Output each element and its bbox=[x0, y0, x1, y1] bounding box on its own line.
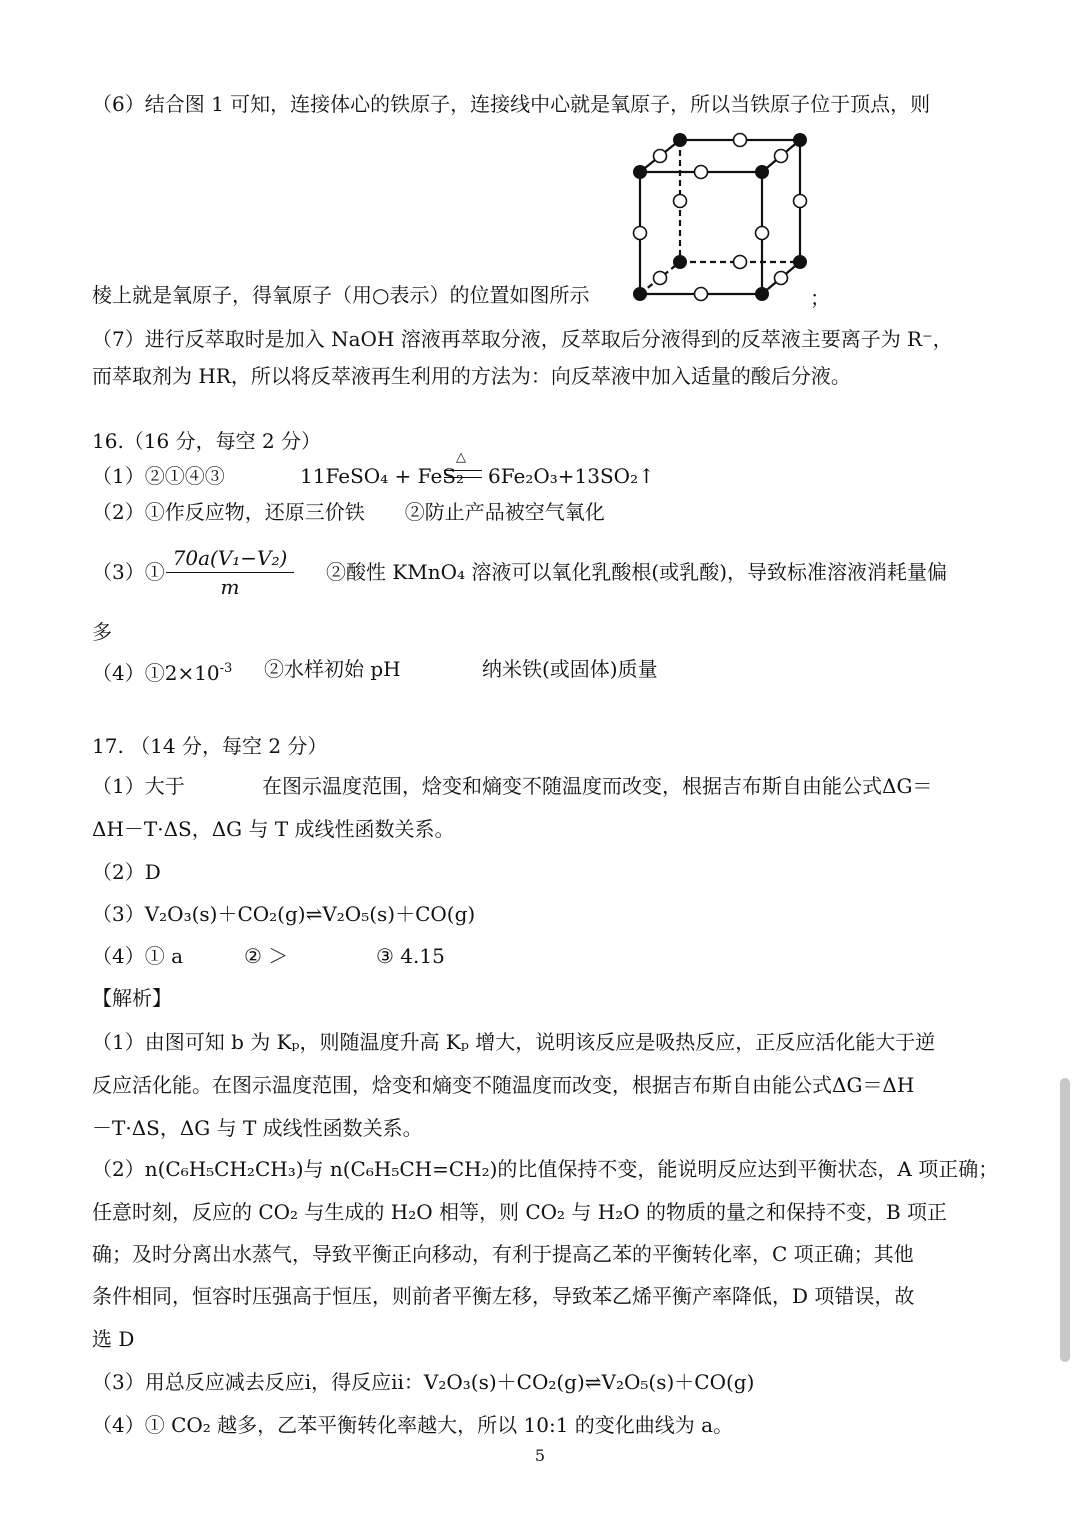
q17-e1-line3: －T·ΔS，ΔG 与 T 成线性函数关系。 bbox=[92, 1116, 423, 1140]
q16-a4-1 bbox=[92, 655, 232, 687]
q17-e2-line5: 选 D bbox=[92, 1327, 135, 1351]
fraction-bar bbox=[166, 572, 294, 573]
q16-header: 16.（16 分，每空 2 分） bbox=[92, 429, 322, 453]
page-number: 5 bbox=[534, 1446, 546, 1465]
q17-header: 17. （14 分，每空 2 分） bbox=[92, 734, 328, 758]
q16-a3-label: （3）① bbox=[92, 560, 165, 584]
q17-e1-line2: 反应活化能。在图示温度范围，焓变和熵变不随温度而改变，根据吉布斯自由能公式ΔG＝ΔH bbox=[92, 1073, 915, 1097]
q17-a1-text: 在图示温度范围，焓变和熵变不随温度而改变，根据吉布斯自由能公式ΔG＝ bbox=[262, 774, 933, 798]
q17-a2: （2）D bbox=[92, 860, 161, 884]
q16-a1-eq-condition: △ bbox=[456, 450, 466, 465]
q16-a4-1-text: （4）①2×10 bbox=[92, 661, 220, 685]
q17-e1-line1: （1）由图可知 b 为 Kₚ，则随温度升高 Kₚ 增大，说明该反应是吸热反应，正反应活化能大于逆 bbox=[92, 1030, 936, 1054]
q17-a4-3: ③ 4.15 bbox=[376, 944, 445, 968]
q16-a3-cont: 多 bbox=[92, 620, 112, 644]
q17-a1-label: （1）大于 bbox=[92, 774, 185, 798]
q16-a1-eq-right: 6Fe₂O₃+13SO₂↑ bbox=[488, 464, 655, 488]
q17-e3: （3）用总反应减去反应i，得反应ii：V₂O₃(s)＋CO₂(g)⇌V₂O₅(s)＋CO(g) bbox=[92, 1370, 755, 1394]
q17-a3: （3）V₂O₃(s)＋CO₂(g)⇌V₂O₅(s)＋CO(g) bbox=[92, 902, 476, 926]
q15-p6-line2: 棱上就是氧原子，得氧原子（用○表示）的位置如图所示 bbox=[92, 283, 590, 307]
q17-a1-cont: ΔH－T·ΔS，ΔG 与 T 成线性函数关系。 bbox=[92, 817, 455, 841]
q16-a4-2: ②水样初始 pH bbox=[264, 657, 401, 681]
q17-a4-1: （4）① a bbox=[92, 944, 184, 968]
q16-a4-3: 纳米铁(或固体)质量 bbox=[482, 657, 658, 681]
q15-p7-line1: （7）进行反萃取时是加入 NaOH 溶液再萃取分液，反萃取后分液得到的反萃液主要离子为 R⁻， bbox=[92, 327, 953, 351]
q16-a3-text: ②酸性 KMnO₄ 溶液可以氧化乳酸根(或乳酸)，导致标准溶液消耗量偏 bbox=[326, 560, 948, 584]
vertical-scrollbar-thumb[interactable] bbox=[1060, 1078, 1070, 1362]
q15-p7-line2: 而萃取剂为 HR，所以将反萃液再生利用的方法为：向反萃液中加入适量的酸后分液。 bbox=[92, 364, 851, 388]
q16-a4-exponent: -3 bbox=[219, 661, 233, 676]
fraction-denominator: m bbox=[220, 575, 240, 599]
q16-a2: （2）①作反应物，还原三价铁 ②防止产品被空气氧化 bbox=[92, 500, 605, 524]
q16-a3-fraction bbox=[166, 546, 294, 599]
q17-e2-line1: （2）n(C₆H₅CH₂CH₃)与 n(C₆H₅CH=CH₂)的比值保持不变，能说明反应达到平衡状态，A 项正确； bbox=[92, 1157, 999, 1181]
fraction-numerator: 70a(V₁−V₂) bbox=[172, 546, 288, 570]
q15-p6-end: ； bbox=[810, 286, 830, 310]
q17-e2-line2: 任意时刻，反应的 CO₂ 与生成的 H₂O 相等，则 CO₂ 与 H₂O 的物质的量之和保持不变，B 项正 bbox=[92, 1200, 948, 1224]
q17-jiexi-heading: 【解析】 bbox=[92, 986, 172, 1010]
q16-a1-label: （1）②①④③ bbox=[92, 464, 225, 488]
fe-o-unit-cell-diagram bbox=[628, 130, 808, 302]
equals-sign-icon bbox=[444, 470, 482, 478]
q17-e2-line4: 条件相同，恒容时压强高于恒压，则前者平衡左移，导致苯乙烯平衡产率降低，D 项错误，故 bbox=[92, 1284, 915, 1308]
q17-a4-2: ② ＞ bbox=[244, 944, 289, 968]
q17-e2-line3: 确；及时分离出水蒸气，导致平衡正向移动，有利于提高乙苯的平衡转化率，C 项正确；其他 bbox=[92, 1242, 914, 1266]
q17-e4: （4）① CO₂ 越多，乙苯平衡转化率越大，所以 10:1 的变化曲线为 a。 bbox=[92, 1413, 734, 1437]
q16-a1-eq-left: 11FeSO₄ + FeS₂ bbox=[300, 464, 464, 488]
q15-p6-line1: （6）结合图 1 可知，连接体心的铁原子，连接线中心就是氧原子，所以当铁原子位于顶点，则 bbox=[92, 92, 931, 116]
